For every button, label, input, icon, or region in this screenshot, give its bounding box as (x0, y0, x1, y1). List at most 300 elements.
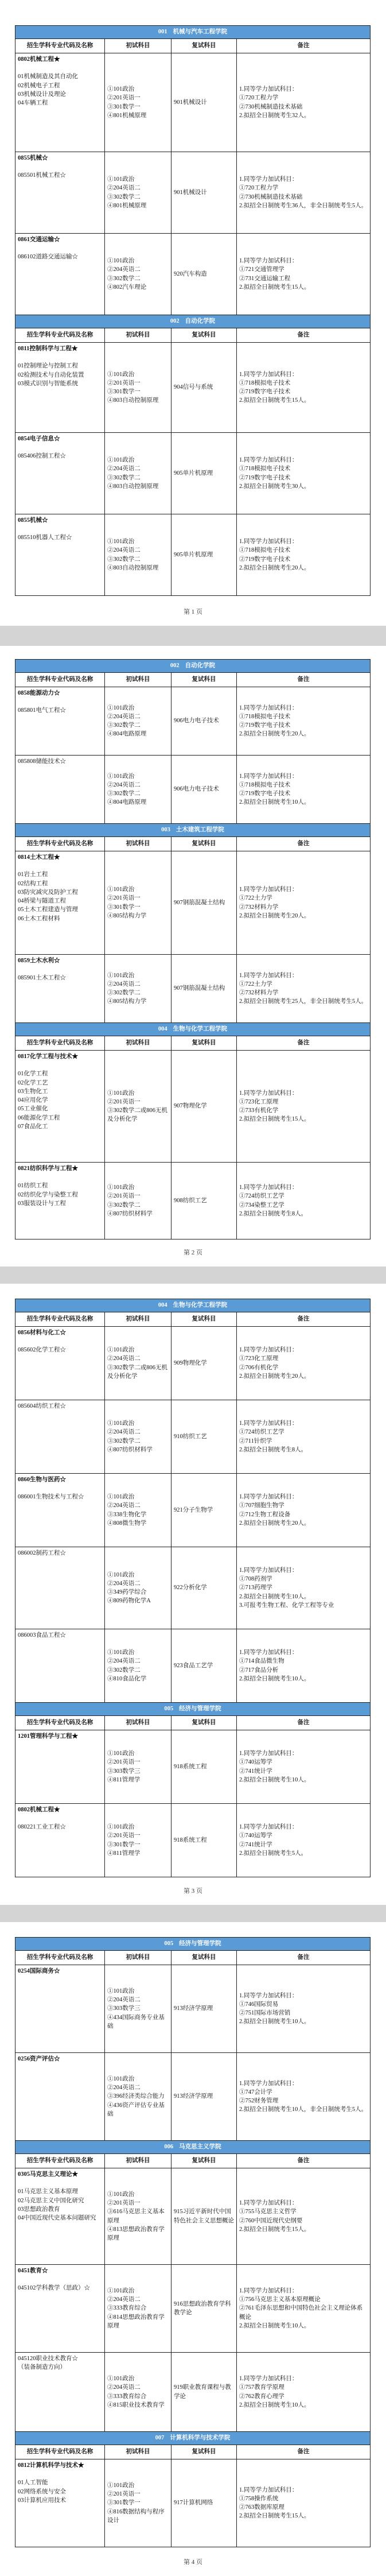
retest-subject: 909物理化学 (174, 1359, 207, 1366)
exam-subject: ②201英语一 (107, 1759, 141, 1766)
exam-subject: ④801机械原理 (107, 112, 147, 119)
major-cell (15, 1629, 105, 1703)
exam-subject: ①101政治 (107, 1824, 135, 1831)
note-line: ②711针织学 (239, 1438, 272, 1444)
research-direction: 03机械设计及理论 (18, 91, 66, 98)
retest-cell (171, 1965, 237, 2053)
page-number: 第 4 页 (184, 2559, 202, 2566)
exam-subject: ②204英语二 (107, 1502, 141, 1509)
retest-cell (171, 152, 237, 234)
column-header-row (15, 1716, 371, 1730)
note-cell (237, 851, 371, 955)
note-line: 2.拟招全日制统考生10人。 (239, 1776, 310, 1783)
note-line: ①723化工原理 (239, 1098, 279, 1105)
note-line: ②762教育心理学 (239, 2393, 284, 2400)
exam-subject: ③616马克思主义基本原理 (107, 2209, 165, 2224)
table-row (15, 955, 371, 1023)
column-header: 复试科目 (171, 328, 237, 343)
college-name: 计算机科学与技术学院 (170, 2435, 231, 2442)
note-line: 1.同等学力加试科目： (239, 176, 298, 183)
research-direction: 01马克思主义基本原理 (18, 2188, 78, 2195)
major-name: 0855机械☆ (18, 517, 48, 524)
exam-cell (105, 1163, 171, 1239)
exam-cell (105, 514, 171, 596)
note-line: ②732材料力学 (239, 990, 279, 996)
note-line: ①708药剂学 (239, 1576, 272, 1583)
note-line: 2.拟招全日制统考生10人。 (239, 2322, 310, 2329)
note-line: 1.同等学力加试科目： (239, 1494, 298, 1501)
exam-cell (105, 1400, 171, 1474)
exam-subject: ①101政治 (107, 704, 135, 711)
research-direction: 04应用化学 (18, 1097, 48, 1104)
note-line: ①718模拟电子技术 (239, 781, 291, 788)
note-line: 1.同等学力加试科目： (239, 1750, 298, 1757)
exam-cell (105, 1327, 171, 1400)
retest-cell (171, 1629, 237, 1703)
exam-subject: ④814思想政治教育学原理 (107, 2314, 165, 2329)
note-cell (237, 2459, 371, 2547)
exam-cell (105, 955, 171, 1023)
college-banner (15, 824, 371, 837)
exam-subject: ②201英语一 (107, 379, 141, 386)
exam-subject: ④805结构力学 (107, 912, 147, 919)
retest-subject: 901机械设计 (174, 189, 207, 196)
research-direction: 085808储能技术☆ (18, 758, 66, 765)
exam-subject: ③301数学一 (107, 389, 141, 395)
college-code: 007 (155, 2435, 165, 2442)
research-direction: 085602化学工程☆ (18, 1347, 66, 1354)
catalog-page (0, 1284, 386, 1905)
catalog-table (15, 659, 371, 1239)
column-header: 招生学科专业代码及名称 (15, 1036, 105, 1051)
note-line: ①746国际贸易 (239, 2001, 279, 2008)
exam-subject: ②201英语一 (107, 1833, 141, 1839)
research-direction: 03生物化工 (18, 1088, 48, 1095)
page-separator (0, 626, 386, 646)
catalog-page (0, 1922, 386, 2576)
exam-subject: ②204英语二 (107, 2085, 141, 2091)
note-line: 1.同等学力加试科目： (239, 1347, 298, 1354)
exam-subject: ④811管理学 (107, 1850, 141, 1857)
exam-subject: ③302数学二 (107, 722, 141, 729)
note-line: 1.同等学力加试科目： (239, 1649, 298, 1656)
note-cell (237, 955, 371, 1023)
exam-cell (105, 2459, 171, 2547)
research-direction: 07食品化工 (18, 1123, 48, 1130)
note-line: 2.拟招全日制统考生20人。 (239, 731, 310, 738)
research-direction: 085801电气工程☆ (18, 707, 66, 714)
table-row (15, 756, 371, 824)
note-line: 1.同等学力加试科目： (239, 972, 298, 979)
column-header: 复试科目 (171, 39, 237, 53)
column-header: 备注 (237, 1036, 371, 1051)
column-header-row (15, 39, 371, 53)
major-cell (15, 2053, 105, 2141)
note-line: ②731交通运输工程 (239, 275, 291, 282)
exam-subject: ②201英语一 (107, 2200, 141, 2207)
column-header: 初试科目 (105, 328, 171, 343)
exam-subject: ①101政治 (107, 886, 135, 893)
note-line: 2.拟招全日制统考生10人。 (239, 1593, 310, 1600)
major-name: 0861交通运输☆ (18, 237, 60, 243)
major-cell (15, 1965, 105, 2053)
major-cell (15, 2265, 105, 2353)
research-direction: 080221工业工程☆ (18, 1824, 66, 1831)
major-cell (15, 343, 105, 433)
column-header: 初试科目 (105, 1951, 171, 1965)
note-line: ②713药理学 (239, 1585, 272, 1591)
spacer (18, 162, 102, 171)
column-header: 初试科目 (105, 1036, 171, 1051)
major-name: 0858能源动力☆ (18, 690, 60, 696)
column-header: 初试科目 (105, 2445, 171, 2459)
column-header: 招生学科专业代码及名称 (15, 673, 105, 687)
note-line: 1.同等学力加试科目： (239, 2486, 298, 2493)
note-cell (237, 234, 371, 315)
note-line: 1.同等学力加试科目： (239, 704, 298, 711)
retest-subject: 918系统工程 (174, 1837, 207, 1843)
research-direction: 02纺织化学与染整工程 (18, 1191, 78, 1198)
note-line: ②752财务管理 (239, 2098, 279, 2104)
exam-subject: ①101政治 (107, 1184, 135, 1191)
retest-subject: 923食品工艺学 (174, 1662, 213, 1669)
college-code: 006 (164, 2144, 174, 2151)
research-direction: 085501机械工程☆ (18, 172, 66, 179)
retest-subject: 906电力电子技术 (174, 718, 219, 725)
column-header: 备注 (237, 2154, 371, 2168)
research-direction: 02网络系统与安全 (18, 2488, 66, 2495)
college-banner (15, 2432, 371, 2445)
exam-cell (105, 1474, 171, 1547)
exam-subject: ②204英语二 (107, 185, 141, 192)
college-banner (15, 2141, 371, 2154)
major-cell (15, 687, 105, 756)
column-header: 招生学科专业代码及名称 (15, 1716, 105, 1730)
major-cell (15, 756, 105, 824)
table-row (15, 2053, 371, 2141)
spacer (18, 443, 102, 452)
note-line: 1.同等学力加试科目： (239, 258, 298, 265)
note-line: ①722土力学 (239, 895, 272, 902)
table-row (15, 2168, 371, 2265)
major-cell (15, 2168, 105, 2265)
retest-cell (171, 1051, 237, 1163)
note-line: ②719数字电子技术 (239, 556, 291, 563)
note-line: 2.拟招全日制统考生25人，非全日制统考生5人。 (239, 998, 368, 1005)
exam-subject: ④803自动控制原理 (107, 564, 159, 571)
exam-subject: ④808微生物学 (107, 1520, 147, 1527)
exam-subject: ④809药物化学A (107, 1598, 151, 1605)
spacer (18, 64, 102, 72)
research-direction: 03思想政治教育 (18, 2206, 60, 2213)
exam-subject: ④802汽车理论 (107, 284, 147, 290)
note-line: ①740运筹学 (239, 1759, 272, 1766)
table-row (15, 1051, 371, 1163)
note-line: 2.拟招全日制统考生10人。 (239, 799, 310, 806)
exam-subject: ④804电路原理 (107, 799, 147, 806)
exam-cell (105, 2053, 171, 2141)
note-line: 2.拟招全日制统考生15人。 (239, 2513, 310, 2520)
page-number: 第 3 页 (184, 1888, 202, 1895)
exam-subject: ④434国际商务专业基础 (107, 2014, 165, 2029)
spacer (18, 353, 102, 362)
exam-subject: ②201英语一 (107, 1098, 141, 1105)
retest-cell (171, 2168, 237, 2265)
exam-subject: ①101政治 (107, 1988, 135, 1994)
note-cell (237, 433, 371, 514)
column-header: 初试科目 (105, 39, 171, 53)
spacer (18, 244, 102, 253)
table-row (15, 1965, 371, 2053)
table-row (15, 2265, 371, 2353)
major-name: 0802机械工程★ (18, 1807, 60, 1813)
retest-cell (171, 1804, 237, 1877)
retest-subject: 922分析化学 (174, 1585, 207, 1591)
table-row (15, 851, 371, 955)
retest-subject: 907钢筋混凝土结构 (174, 899, 225, 906)
note-line: 2.拟招全日制统考生15人。 (239, 1116, 310, 1123)
major-name: 0812计算机科学与技术★ (18, 2462, 84, 2469)
exam-subject: ②204英语二 (107, 1997, 141, 2004)
exam-subject: ③302数学二 (107, 1667, 141, 1674)
exam-subject: ②204英语二 (107, 2296, 141, 2303)
college-banner (15, 660, 371, 673)
note-line: 2.拟招全日制统考生8人。 (239, 1210, 307, 1217)
exam-subject: ④803自动控制原理 (107, 483, 159, 490)
retest-subject: 905单片机原理 (174, 551, 213, 558)
note-line: ①755马克思主义哲学 (239, 2209, 297, 2215)
catalog-table (15, 1937, 371, 2547)
research-direction: 01控制理论与控制工程 (18, 363, 78, 370)
research-direction: 045102学科教学（思政）☆ (18, 2285, 90, 2292)
exam-subject: ④816数据结构与程序设计 (107, 2508, 165, 2524)
exam-subject: ①101政治 (107, 1420, 135, 1427)
retest-subject: 915习近平新时代中国特色社会主义思想概论 (174, 2209, 234, 2224)
column-header: 备注 (237, 1951, 371, 1965)
exam-subject: ④815职业技术教育学 (107, 2401, 165, 2408)
exam-subject: ①101政治 (107, 258, 135, 265)
major-name: 0802机械工程★ (18, 56, 60, 63)
column-header-row (15, 2445, 371, 2459)
college-code: 003 (161, 827, 170, 834)
column-header-row (15, 1312, 371, 1327)
exam-subject: ①101政治 (107, 176, 135, 183)
college-code: 002 (170, 318, 180, 325)
college-name: 马克思主义学院 (179, 2144, 221, 2151)
college-header-row (15, 1023, 371, 1036)
note-line: ①718模拟电子技术 (239, 466, 291, 472)
note-line: 2.拟招全日制统考生5人。 (239, 1850, 307, 1857)
exam-cell (105, 1051, 171, 1163)
note-cell (237, 1327, 371, 1400)
exam-subject: ③302数学二 (107, 990, 141, 996)
note-line: 1.同等学力加试科目： (239, 86, 298, 93)
exam-subject: ③302数学二 (107, 1438, 141, 1444)
column-header: 招生学科专业代码及名称 (15, 1312, 105, 1327)
column-header-row (15, 1951, 371, 1965)
college-header-row (15, 2141, 371, 2154)
research-direction: 045120职业技术教育☆ (18, 2356, 78, 2362)
column-header: 备注 (237, 1716, 371, 1730)
note-line: 1.同等学力加试科目： (239, 1567, 298, 1574)
table-row (15, 343, 371, 433)
spacer (18, 2275, 102, 2284)
note-line: 1.同等学力加试科目： (239, 1420, 298, 1427)
note-line: 2.拟招全日制统考生15人。 (239, 2226, 310, 2233)
exam-subject: ④807纺织材料学 (107, 1446, 153, 1453)
college-header-row (15, 1299, 371, 1312)
column-header: 复试科目 (171, 2154, 237, 2168)
note-line: ②730机械制造技术基础 (239, 193, 303, 200)
exam-subject: ②204英语二 (107, 1429, 141, 1436)
college-name: 生物与化学工程学院 (173, 1026, 228, 1033)
column-header: 复试科目 (171, 2445, 237, 2459)
research-direction: 01纺织工程 (18, 1183, 48, 1190)
note-cell (237, 1804, 371, 1877)
page-number: 第 1 页 (184, 609, 202, 615)
retest-subject: 921分子生物学 (174, 1506, 213, 1513)
exam-cell (105, 152, 171, 234)
spacer (18, 1484, 102, 1493)
college-name: 自动化学院 (185, 663, 216, 669)
column-header-row (15, 673, 371, 687)
retest-cell (171, 514, 237, 596)
retest-cell (171, 343, 237, 433)
column-header: 复试科目 (171, 837, 237, 851)
college-code: 002 (170, 663, 180, 669)
exam-subject: ①101政治 (107, 1649, 135, 1656)
note-line: ②760中国近现代史纲要 (239, 2217, 303, 2224)
column-header: 初试科目 (105, 837, 171, 851)
note-cell (237, 2353, 371, 2432)
column-header: 招生学科专业代码及名称 (15, 1951, 105, 1965)
major-name: 0811控制科学与工程★ (18, 346, 78, 352)
note-line: ①724纺织工艺学 (239, 1429, 284, 1436)
column-header: 招生学科专业代码及名称 (15, 328, 105, 343)
exam-subject: ①101政治 (107, 539, 135, 545)
note-line: 2.拟招全日制统考生15人。 (239, 397, 310, 404)
table-row (15, 1730, 371, 1804)
note-cell (237, 1629, 371, 1703)
note-line: 1.同等学力加试科目： (239, 886, 298, 893)
retest-cell (171, 2459, 237, 2547)
major-name: 0821纺织科学与工程★ (18, 1165, 78, 1172)
research-direction: 04车辆工程 (18, 100, 48, 107)
column-header: 初试科目 (105, 1716, 171, 1730)
note-line: ②706有机化学 (239, 1364, 279, 1371)
research-direction: 03模式识别与智能系统 (18, 380, 78, 387)
college-code: 004 (158, 1026, 167, 1033)
note-line: ①758操作系统 (239, 2495, 279, 2502)
exam-subject: ③301数学一 (107, 2500, 141, 2507)
column-header: 复试科目 (171, 1951, 237, 1965)
retest-cell (171, 1327, 237, 1400)
note-line: 2.拟招全日制统考生10人，非全日制统考生5人。 (239, 2106, 368, 2113)
table-row (15, 433, 371, 514)
retest-subject: 901机械设计 (174, 99, 207, 106)
table-row (15, 1629, 371, 1703)
major-name: 1201管理科学与工程★ (18, 1733, 78, 1740)
major-cell (15, 53, 105, 152)
column-header: 招生学科专业代码及名称 (15, 39, 105, 53)
note-line: ①724纺织工艺学 (239, 1193, 284, 1200)
column-header: 备注 (237, 328, 371, 343)
exam-subject: ②204英语二 (107, 1355, 141, 1362)
major-cell (15, 1051, 105, 1163)
exam-subject: ④804电路原理 (107, 731, 147, 738)
research-direction: （装备制造方向） (18, 2364, 66, 2371)
exam-subject: ④436资产评估专业基础 (107, 2102, 165, 2117)
note-line: ②719数字电子技术 (239, 389, 291, 395)
exam-cell (105, 2168, 171, 2265)
retest-cell (171, 2053, 237, 2141)
major-cell (15, 2353, 105, 2432)
note-cell (237, 1547, 371, 1629)
major-name: 0859土木水利☆ (18, 958, 60, 964)
exam-subject: ②201英语一 (107, 95, 141, 102)
retest-cell (171, 1163, 237, 1239)
exam-subject: ①101政治 (107, 1571, 135, 1578)
retest-cell (171, 53, 237, 152)
spacer (18, 1173, 102, 1182)
note-line: 2.拟招全日制统考生20人。 (239, 912, 310, 919)
note-cell (237, 1051, 371, 1163)
note-line: ①756马克思主义基本原理概论 (239, 2296, 321, 2303)
exam-subject: ②201英语一 (107, 895, 141, 902)
college-header-row (15, 824, 371, 837)
table-row (15, 152, 371, 234)
college-code: 005 (164, 1706, 174, 1713)
column-header-row (15, 2154, 371, 2168)
retest-subject: 918系统工程 (174, 1763, 207, 1770)
exam-subject: ①101政治 (107, 2482, 135, 2489)
table-row (15, 1804, 371, 1877)
research-direction: 01机械制造及其自动化 (18, 73, 78, 80)
college-name: 经济与管理学院 (179, 1706, 221, 1713)
spacer (18, 1061, 102, 1070)
major-name: 0860生物与医药☆ (18, 1477, 66, 1483)
exam-cell (105, 343, 171, 433)
table-row (15, 1547, 371, 1629)
exam-subject: ①101政治 (107, 773, 135, 780)
exam-subject: ④805结构力学 (107, 998, 147, 1005)
major-cell (15, 152, 105, 234)
exam-subject: ①101政治 (107, 2287, 135, 2294)
exam-subject: ②201英语一 (107, 1193, 141, 1200)
note-line: ②741统计学 (239, 1768, 272, 1775)
note-line: 1.同等学力加试科目： (239, 773, 298, 780)
note-line: 1.同等学力加试科目： (239, 539, 298, 545)
exam-cell (105, 1629, 171, 1703)
spacer (18, 862, 102, 870)
exam-subject: ①101政治 (107, 972, 135, 979)
retest-subject: 910纺织工艺 (174, 1433, 207, 1440)
exam-cell (105, 687, 171, 756)
college-banner (15, 1299, 371, 1312)
column-header-row (15, 328, 371, 343)
column-header: 初试科目 (105, 2154, 171, 2168)
note-line: 2.拟招全日制统考生10人。 (239, 2401, 310, 2408)
note-cell (237, 53, 371, 152)
exam-subject: ④810食品化学 (107, 1675, 147, 1682)
exam-subject: ③303数学三 (107, 2005, 141, 2012)
note-cell (237, 1965, 371, 2053)
college-banner (15, 315, 371, 328)
exam-subject: ③302数学二 (107, 556, 141, 563)
note-cell (237, 1163, 371, 1239)
note-line: ②734染整工艺学 (239, 1202, 284, 1208)
note-line: ②751国际市场营销 (239, 2010, 291, 2016)
